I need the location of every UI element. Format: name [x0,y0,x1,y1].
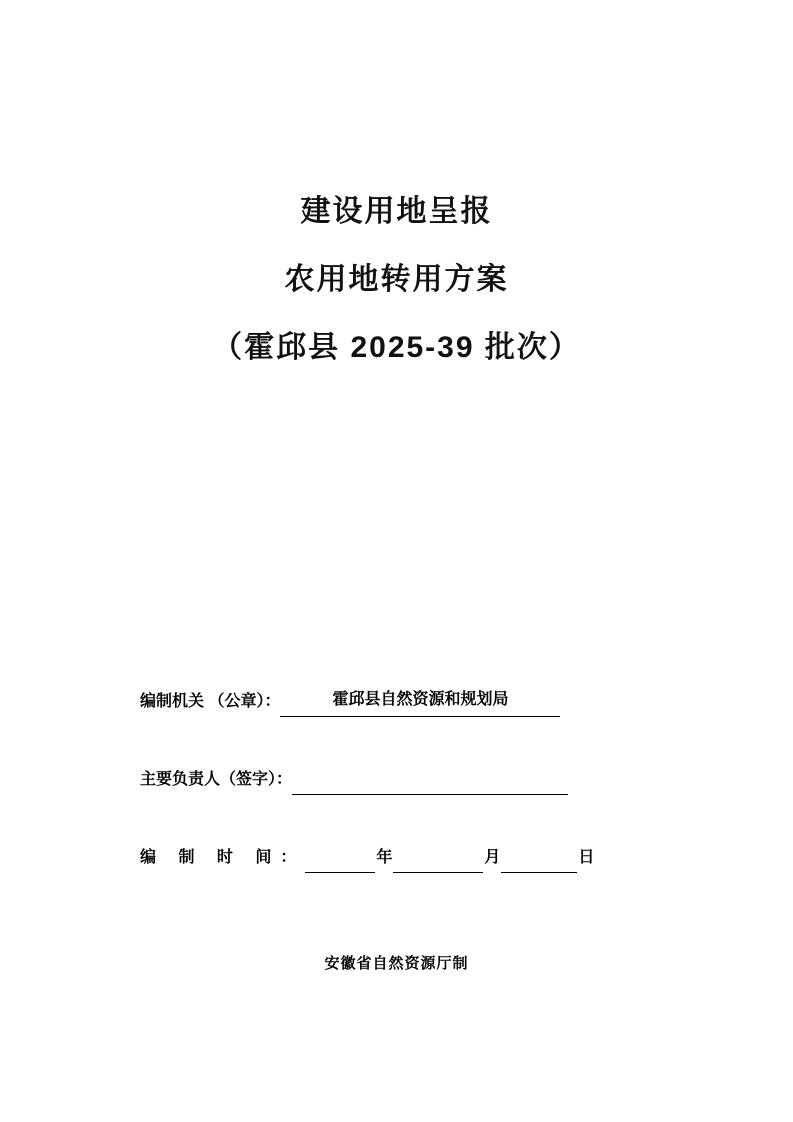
issuing-authority-footer: 安徽省自然资源厅制 [324,955,469,972]
compiler-row [140,685,660,717]
compile-date-month-unit: 月 [484,849,501,866]
responsible-person-row [140,765,660,795]
compile-date-year-unit: 年 [376,849,393,866]
compile-date-day-unit: 日 [578,849,595,866]
compiler-label: 编制机关 （公章）： [140,693,281,710]
title-line-3: （霍邱县 2025-39 批次） [212,331,581,364]
document-title [0,178,793,382]
compile-date-year-field[interactable] [305,853,375,873]
responsible-person-value-field[interactable] [292,775,568,795]
compile-date-month-field[interactable] [393,853,483,873]
compile-date-day-field[interactable] [501,853,577,873]
title-line-1: 建设用地呈报 [300,195,493,228]
signature-form [140,685,660,921]
compile-date-label: 编 制 时 间： [140,849,306,866]
responsible-person-label: 主要负责人（签字）： [140,771,293,788]
compile-date-row [140,843,660,873]
title-line-2: 农用地转用方案 [284,263,509,296]
compiler-value-field[interactable]: 霍邱县自然资源和规划局 [280,685,560,717]
